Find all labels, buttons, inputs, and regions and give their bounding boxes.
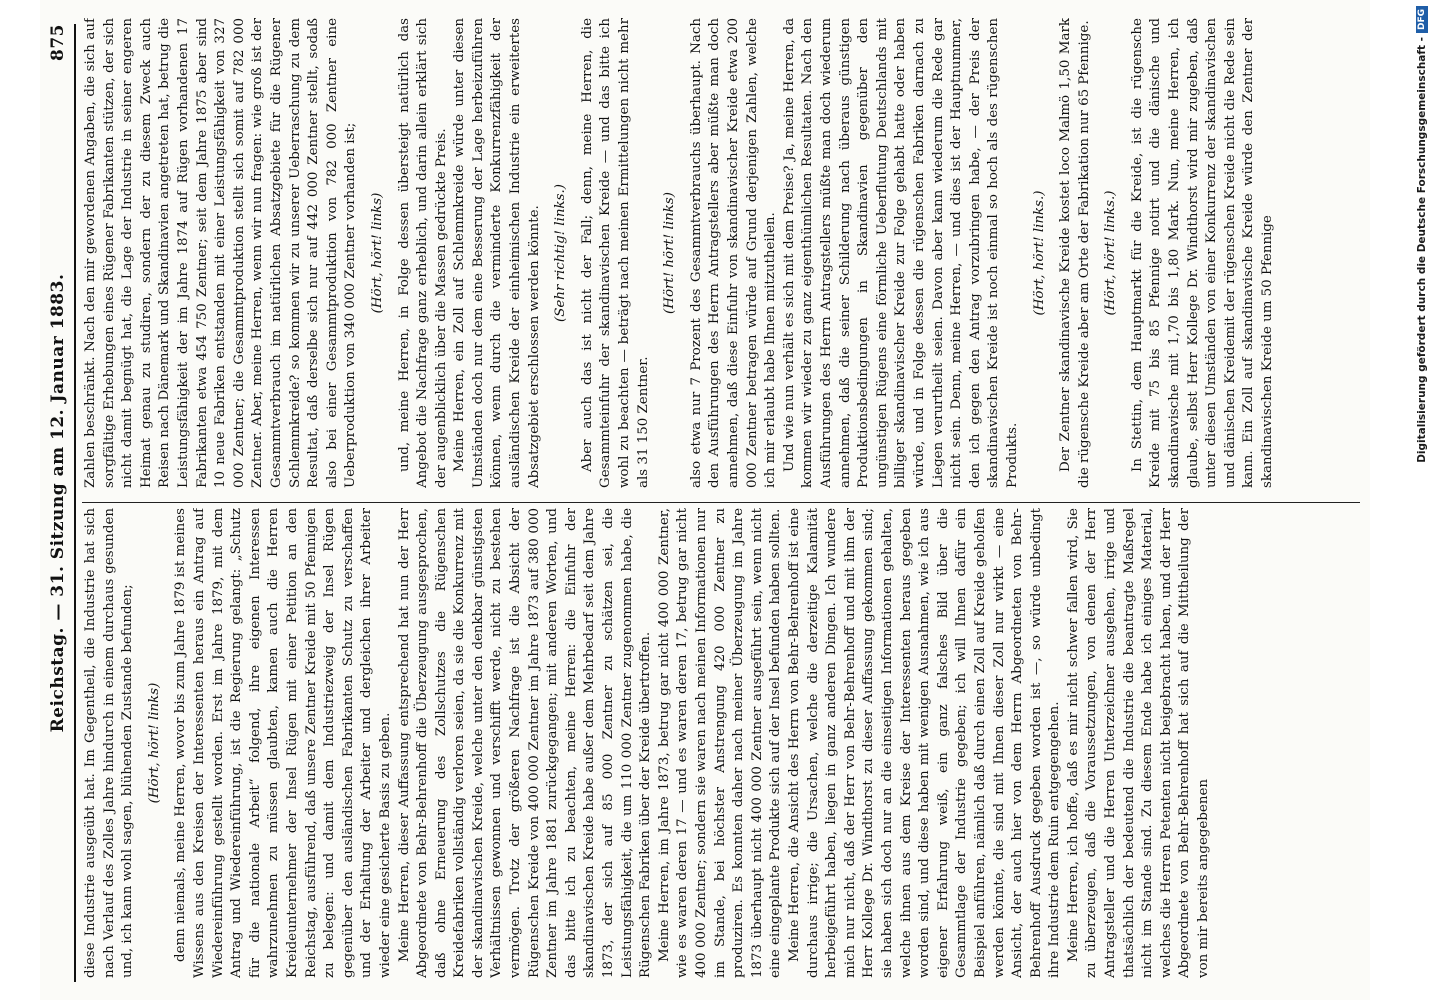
paragraph: Meine Herren, ich hoffe, daß es mir nicht schwer fallen wird, Sie zu überzeugen, daß die Voraussetzungen, von denen der Herr Antragsteller und die Herren Unterzeichner ausgehen, irrige und thatsächlich der bedeutend die Industrie die beantragte Maßregel nicht im Stande sind. Zu diesem Ende habe ich einiges Material, welches die Herren Petenten nicht beigebracht haben, und der Herr Abgeordnete von Behr-Behrenhoff hat sich auf die Mittheilung der von mir bereits angegebenen bbox=[1065, 508, 1212, 978]
paragraph: und, meine Herren, in Folge dessen übersteigt natürlich das Angebot die Nachfrage ganz erheblich, und darin allein erklärt sich der augenblicklich über die Massen gedrückte Preis. bbox=[396, 18, 449, 488]
page-header bbox=[48, 24, 74, 982]
interjection: (Hört, hört! links.) bbox=[1103, 190, 1119, 316]
attribution-text: Digitalisierung gefördert durch die Deutsche Forschungsgemeinschaft - bbox=[1416, 37, 1428, 463]
interjection: (Hört, hört! links) bbox=[369, 192, 385, 314]
paragraph: Meine Herren, ein Zoll auf Schlemmkreide würde unter diesen Umständen doch nur dem eine Besserung der Lage herbeizuführen können, wenn durch die verminderte Konkurrenzfähigkeit der ausländischen Kreide der einheimischen Industrie ein erweitertes Absatzgebiet erschlossen werden könnte. bbox=[452, 18, 542, 488]
right-column bbox=[82, 18, 1360, 488]
paragraph: diese Industrie ausgeübt hat. Im Gegentheil, die Industrie hat sich nach Verlauf des Zolles Jahre hindurch in einem durchaus gesunden und, ich kann wohl sagen, blühenden Zustande befunden; bbox=[83, 508, 136, 978]
interjection: (Hört, hört! links.) bbox=[1031, 190, 1047, 316]
dfg-attribution bbox=[1414, 0, 1430, 1000]
page-number: 875 bbox=[48, 24, 68, 61]
column-divider bbox=[82, 502, 1360, 503]
paragraph: Meine Herren, die Ansicht des Herrn von Behr-Behrenhoff ist eine durchaus irrige; die Ursachen, welche die derzeitige Kalamität herbeigeführt haben, liegen in ganz anderen Dingen. Ich wundere mich nur nicht, daß der Herr von Behr-Behrenhoff und mit ihm der Herr Kollege Dr. Windthorst zu dieser Auffassung gekommen sind; sie haben sich doch nur an die einseitigen Informationen gehalten, welche ihnen aus dem Kreise der Interessenten heraus gegeben worden sind, und diese haben mit wenigen Ausnahmen, wie ich aus eigener Erfahrung weiß, ein ganz falsches Bild über die Gesammtlage der Industrie gegeben; ich will Ihnen dafür ein Beispiel anführen, nämlich daß durch einen Zoll auf Kreide geholfen werden könnte, die sind mit Ihnen dieser Zoll nur wirkt — eine Ansicht, der auch hier von dem Herrn Abgeordneten von Behr-Behrenhoff Ausdruck gegeben worden ist —, so würde unbedingt ihre Industrie dem Ruin entgegengehen. bbox=[786, 508, 1063, 978]
paragraph: Der Zentner skandinavische Kreide kostet loco Malmö 1,50 Mark die rügensche Kreide aber am Orte der Fabrikation nur 65 Pfennige. bbox=[1058, 18, 1092, 488]
paragraph: Meine Herren, dieser Auffassung entsprechend hat nun der Herr Abgeordnete von Behr-Behrenhoff die Überzeugung ausgesprochen, daß ohne Erneuerung des Zollschutzes die Rügenschen Kreidefabriken vollständig verloren seien, da sie die Konkurrenz mit der skandinavischen Kreide, welche unter den denkbar günstigsten Verhältnissen gewonnen und verschifft werde, nicht zu bestehen vermögen. Trotz der größeren Nachfrage ist die Absicht der Rügenschen Kreide von 400 000 Zentner im Jahre 1873 auf 380 000 Zentner im Jahre 1881 zurückgegangen; mit anderen Worten, und das bitte ich zu beachten, meine Herren: die Einfuhr der skandinavischen Kreide habe außer dem Mehrbedarf seit dem Jahre 1873, der sich auf 85 000 Zentner zu schätzen sei, die Leistungsfähigkeit, die um 110 000 Zentner zugenommen habe, die Rügenschen Fabriken über der Kreide übertroffen. bbox=[396, 508, 654, 978]
left-column bbox=[82, 508, 1360, 978]
header-rule bbox=[74, 24, 76, 982]
paragraph: Und wie nun verhält es sich mit dem Preise? Ja, meine Herren, da kommen wir wieder zu ganz eigenthümlichen Resultaten. Nach den Ausführungen des Herrn Antragstellers müßte man doch wiederum annehmen, daß die seiner Schilderung nach überaus günstigen Produktionsbedingungen in Skandinavien gegenüber den ungünstigen Rügens eine förmliche Ueberflutung Deutschlands mit billiger skandinavischer Kreide zur Folge gehabt hatte oder haben würde, und in Folge dessen die rügenschen Fabriken darnach zu Liegen verurtheilt seien. Davon aber kann wiederum die Rede gar nicht sein. Denn, meine Herren, — und dies ist der Hauptnummer, den ich gegen den Antrag vorzubringen habe, — der Preis der skandinavischen Kreide ist noch einmal so hoch als des rügenschen Produkts. bbox=[781, 18, 1020, 488]
interjection: (Hört! hört! links) bbox=[662, 192, 678, 314]
running-title: Reichstag. — 31. Sitzung am 12. Januar 1883. bbox=[48, 273, 68, 733]
dfg-logo-badge: DFG bbox=[1416, 6, 1428, 33]
document-page bbox=[40, 0, 1370, 1000]
paragraph: In Stettin, dem Hauptmarkt für die Kreide, ist die rügensche Kreide mit 75 bis 85 Pfennige notirt und die dänische und skandinavische mit 1,70 bis 1,80 Mark. Nun, meine Herren, ich glaube, selbst Herr Kollege Dr. Windthorst wird mir zugeben, daß unter diesen Umständen von einer Konkurrenz der skandinavischen und dänischen Kreidemit der rügenschen Kreide nicht die Rede sein kann. Ein Zoll auf skandinavische Kreide würde den Zentner der skandinavischen Kreide um 50 Pfennige bbox=[1129, 18, 1276, 488]
paragraph: Aber auch das ist nicht der Fall; denn, meine Herren, die Gesammteinfuhr der skandinavischen Kreide — und das bitte ich wohl zu beachten — beträgt nach meinen Ermittelungen nicht mehr als 31 150 Zentner. bbox=[579, 18, 651, 488]
paragraph: denn niemals, meine Herren, wovor bis zum Jahre 1879 ist meines Wissens aus den Kreisen der Interessenten heraus ein Antrag auf Wiedereinführung gestellt worden. Erst im Jahre 1879, mit dem Antrag und Wiedereinführung, ist die Regierung gelangt: „Schutz für die nationale Arbeit“ folgend, ihre eigenen Interessen wahrzunehmen zu müssen glaubten, kamen auch die Herren Kreideunternehmer der Insel Rügen mit einer Petition an den Reichstag, ausführend, daß unsere Zentner Kreide mit 50 Pfennigen zu belegen: und damit dem Industriezweig der Insel Rügen gegenüber den ausländischen Fabrikanten Schutz zu verschaffen und der Erhaltung der Arbeiter und dergleichen ihrer Arbeiter wieder eine gesicherte Basis zu geben. bbox=[173, 508, 393, 978]
paragraph: Meine Herren, im Jahre 1873, betrug gar nicht 400 000 Zentner, wie es waren deren 17 — und es waren deren 17, betrug gar nicht 400 000 Zentner; sondern sie waren nach meinen Informationen nur im Stande, bei höchster Anstrengung 420 000 Zentner zu produziren. Es konnten daher nach meiner Überzeugung im Jahre 1873 überhaupt nicht 400 000 Zentner ausgeführt sein, wenn nicht eine eingeplante Produkte sich auf der Insel befunden haben sollten. bbox=[656, 508, 784, 978]
paragraph: Zahlen beschränkt. Nach den mir gewordenen Angaben, die sich auf sorgfältige Erhebungen eines Rügener Fabrikanten stützen, der sich nicht damit begnügt hat, die Lage der Industrie in seiner engeren Heimat genau zu studiren, sondern der zu diesem Zweck auch Reisen nach Dänemark und Skandinavien angetreten hat, betrug die Leistungsfähigkeit der im Jahre 1874 auf Rügen vorhandenen 17 Fabrikanten etwa 454 750 Zentner; seit dem Jahre 1875 aber sind 10 neue Fabriken entstanden mit einer Leistungsfähigkeit von 327 000 Zentner; die Gesammtproduktion stellt sich somit auf 782 000 Zentner. Aber, meine Herren, wenn wir nun fragen: wie groß ist der Gesammtverbrauch im natürlichen Absatzgebiete für die Rügener Schlemmkreide? so kommen wir zu unserer Ueberraschung zu dem Resultat, daß derselbe sich nur auf 442 000 Zentner stellt, sodaß also bei einer Gesammtproduktion von 782 000 Zentner eine Ueberproduktion von 340 000 Zentner vorhanden ist; bbox=[83, 18, 359, 488]
paragraph: also etwa nur 7 Prozent des Gesammtverbrauchs überhaupt. Nach den Ausführungen des Herrn Antragstellers aber müßte man doch annehmen, daß diese Einfuhr von skandinavischer Kreide etwa 200 000 Zentner betragen würde auf Grund derjenigen Zahlen, welche ich mir erlaubt habe Ihnen mitzutheilen. bbox=[688, 18, 779, 488]
interjection: (Hört, hört! links) bbox=[146, 682, 162, 804]
interjection: (Sehr richtig! links.) bbox=[553, 184, 569, 322]
